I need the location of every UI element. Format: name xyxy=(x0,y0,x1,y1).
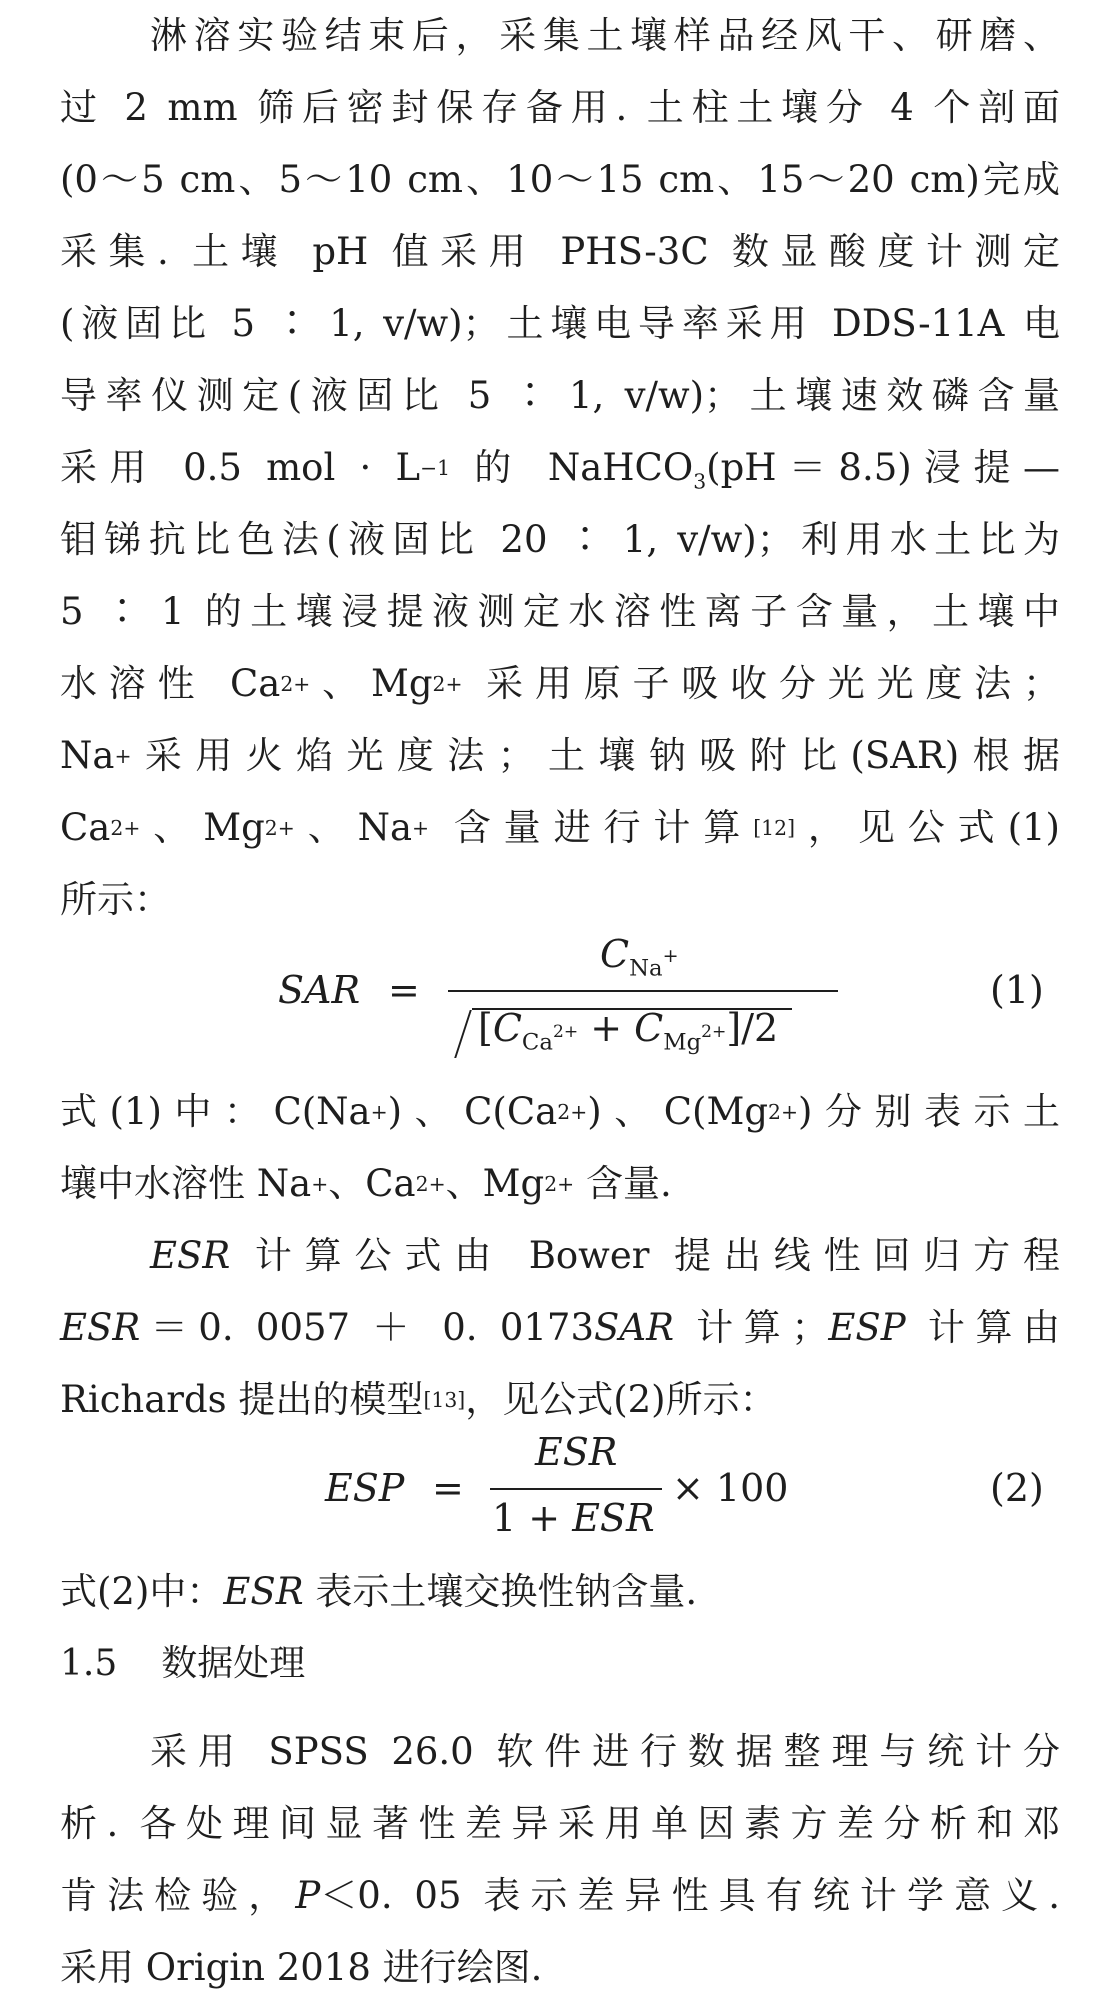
equation-1: SAR = $C_{Na}^+$ $[C_{Ca}^{2+} + C_{Mg}^{2+}]/2$ (1) xyxy=(0,940,1114,1070)
text-line: $Ca^{2+}$、$Mg^{2+}$、Na+ 含量进行计算[12]，见公式(1) xyxy=(60,806,1060,849)
equation-denominator: $[C_{Ca}^{2+} + C_{Mg}^{2+}]/2$ xyxy=(478,1006,779,1056)
text-line: 导率仪测定(液固比 5 ∶ 1, v/w)；土壤速效磷含量 xyxy=(60,374,1060,417)
equation-lhs: SAR xyxy=(278,968,361,1012)
text-line: 采用 0.5 mol · $L^{-1}$ 的 NaHCO$_3$(pH＝8.5)浸提— xyxy=(60,446,1060,494)
section-heading: 1.5 数据处理 xyxy=(60,1643,306,1684)
text-line: (液固比 5 ∶ 1, v/w)；土壤电导率采用 DDS-11A 电 xyxy=(60,302,1060,345)
text-line: ESR 计算公式由 Bower 提出线性回归方程 xyxy=(150,1234,1060,1277)
text-line: 壤中水溶性 Na+、$Ca^{2+}$、$Mg^{2+}$ 含量. xyxy=(60,1162,672,1205)
fraction-bar xyxy=(448,990,838,992)
text-line: 式(2)中：ESR 表示土壤交换性钠含量. xyxy=(60,1570,698,1613)
equation-2: ESP = ESR 1 + ESR × 100 (2) xyxy=(325,1430,1044,1540)
equation-number: (1) xyxy=(990,968,1044,1012)
text-line: 5 ∶ 1 的土壤浸提液测定水溶性离子含量，土壤中 xyxy=(60,590,1060,633)
citation-ref: [12] xyxy=(753,815,796,840)
text-line: (0～5 cm、5～10 cm、10～15 cm、15～20 cm)完成 xyxy=(60,158,1060,201)
equation-numerator: $C_{Na}^+$ xyxy=(600,932,679,982)
sqrt-symbol xyxy=(454,1010,472,1058)
equation-denominator: 1 + ESR xyxy=(492,1496,655,1540)
text-line: 淋溶实验结束后，采集土壤样品经风干、研磨、 xyxy=(150,14,1060,57)
fraction-bar xyxy=(490,1488,662,1490)
text-line: 式(1)中：C(Na+)、$C(Ca^{2+})$、$C(Mg^{2+})$分别表示土 xyxy=(60,1090,1060,1133)
text-line: 采集. 土壤 pH 值采用 PHS-3C 数显酸度计测定 xyxy=(60,230,1060,273)
text-line: 肯法检验，P＜0. 05 表示差异性具有统计学意义. xyxy=(60,1874,1060,1917)
text-line: Na+采用火焰光度法；土壤钠吸附比(SAR)根据 xyxy=(60,734,1060,777)
equation-numerator: ESR xyxy=(535,1430,618,1474)
text-line: 所示： xyxy=(60,878,171,921)
text-line: 水溶性 $Ca^{2+}$、$Mg^{2+}$ 采用原子吸收分光光度法； xyxy=(60,662,1060,705)
text-line: 采用 SPSS 26.0 软件进行数据整理与统计分 xyxy=(150,1730,1060,1773)
equation-lhs: ESP xyxy=(325,1466,405,1510)
equation-number: (2) xyxy=(990,1466,1044,1510)
citation-ref: [13] xyxy=(423,1387,466,1412)
text-line: ESR＝0. 0057 ＋ 0. 0173SAR 计算；ESP 计算由 xyxy=(60,1306,1061,1349)
text-line: 过 2 mm 筛后密封保存备用. 土柱土壤分 4 个剖面 xyxy=(60,86,1060,129)
text-line: 析. 各处理间显著性差异采用单因素方差分析和邓 xyxy=(60,1802,1060,1845)
text-line: Richards 提出的模型[13]，见公式(2)所示： xyxy=(60,1378,777,1421)
text-line: 采用 Origin 2018 进行绘图. xyxy=(60,1946,543,1989)
text-line: 钼锑抗比色法(液固比 20 ∶ 1, v/w)；利用水土比为 xyxy=(60,518,1060,561)
